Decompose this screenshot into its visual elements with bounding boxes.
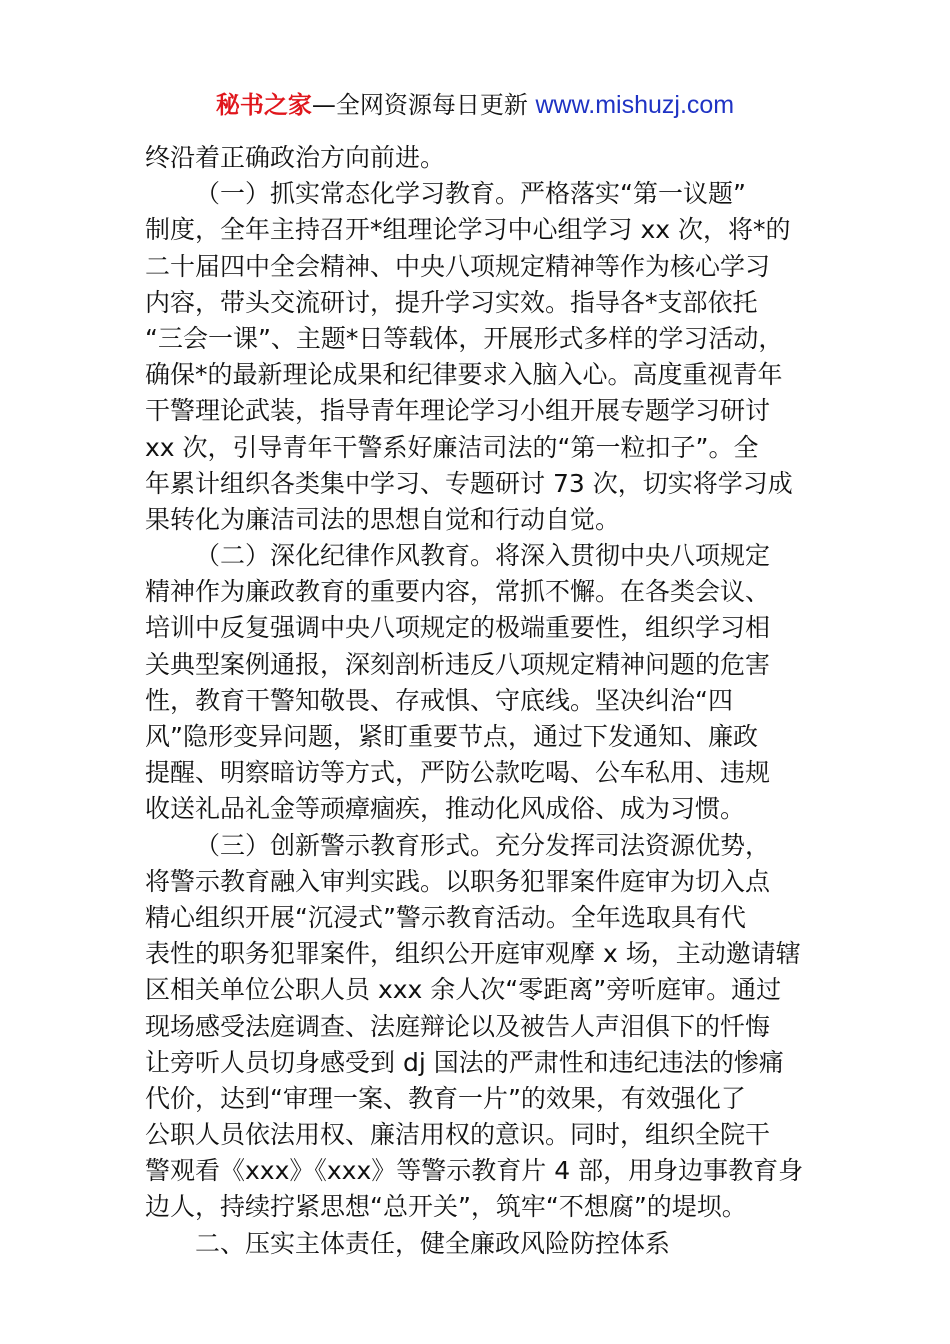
text-line: 制度，全年主持召开*组理论学习中心组学习 xx 次，将*的 <box>145 215 791 245</box>
text-line: 代价，达到“审理一案、教育一片”的效果，有效强化了 <box>145 1083 746 1113</box>
text-line: 收送礼品礼金等顽瘴痼疾，推动化风成俗、成为习惯。 <box>145 794 746 824</box>
site-header <box>0 88 950 122</box>
text-line: 确保*的最新理论成果和纪律要求入脑入心。高度重视青年 <box>145 360 783 390</box>
text-line: 表性的职务犯罪案件，组织公开庭审观摩 x 场，主动邀请辖 <box>145 939 801 969</box>
text-line: 现场感受法庭调查、法庭辩论以及被告人声泪俱下的忏悔 <box>145 1011 771 1041</box>
text-line: 内容，带头交流研讨，提升学习实效。指导各*支部依托 <box>145 287 758 317</box>
section-1-heading-line: （一）抓实常态化学习教育。严格落实“第一议题” <box>195 179 746 209</box>
text-line: 风”隐形变异问题，紧盯重要节点，通过下发通知、廉政 <box>145 722 758 751</box>
site-url-link[interactable]: www.mishuzj.com <box>535 91 735 119</box>
site-tagline: —全网资源每日更新 <box>311 91 536 119</box>
text-line: 提醒、明察暗访等方式，严防公款吃喝、公车私用、违规 <box>145 758 771 788</box>
text-line: 区相关单位公职人员 xxx 余人次“零距离”旁听庭审。通过 <box>145 975 782 1005</box>
text-line: 警观看《xxx》《xxx》等警示教育片 4 部，用身边事教育身 <box>145 1156 804 1186</box>
text-line: 终沿着正确政治方向前进。 <box>145 143 446 172</box>
section-3-heading-line: （三）创新警示教育形式。充分发挥司法资源优势， <box>195 830 771 860</box>
text-line: 培训中反复强调中央八项规定的极端重要性，组织学习相 <box>145 613 771 643</box>
text-line: 精神作为廉政教育的重要内容，常抓不懈。在各类会议、 <box>145 577 771 607</box>
site-brand: 秘书之家 <box>215 91 312 119</box>
section-2-heading-line: （二）深化纪律作风教育。将深入贯彻中央八项规定 <box>195 541 771 571</box>
text-line: xx 次，引导青年干警系好廉洁司法的“第一粒扣子”。全 <box>145 432 759 462</box>
text-line: 让旁听人员切身感受到 dj 国法的严肃性和违纪违法的惨痛 <box>145 1047 784 1077</box>
text-line: 二十届四中全会精神、中央八项规定精神等作为核心学习 <box>145 251 771 281</box>
text-line: 关典型案例通报，深刻剖析违反八项规定精神问题的危害 <box>145 649 771 679</box>
text-line: 公职人员依法用权、廉洁用权的意识。同时，组织全院干 <box>145 1120 771 1150</box>
part-2-heading-line: 二、压实主体责任，健全廉政风险防控体系 <box>195 1228 671 1258</box>
text-line: 精心组织开展“沉浸式”警示教育活动。全年选取具有代 <box>145 902 746 932</box>
text-line: 干警理论武装，指导青年理论学习小组开展专题学习研讨 <box>145 396 771 426</box>
text-line: 性，教育干警知敬畏、存戒惧、守底线。坚决纠治“四 <box>145 685 733 715</box>
document-body <box>145 140 813 1262</box>
text-line: 边人，持续拧紧思想“总开关”，筑牢“不想腐”的堤坝。 <box>145 1192 747 1222</box>
text-line: “三会一课”、主题*日等载体，开展形式多样的学习活动， <box>145 323 784 353</box>
text-line: 年累计组织各类集中学习、专题研讨 73 次，切实将学习成 <box>145 468 793 498</box>
text-line: 果转化为廉洁司法的思想自觉和行动自觉。 <box>145 504 621 534</box>
text-line: 将警示教育融入审判实践。以职务犯罪案件庭审为切入点 <box>145 866 771 896</box>
